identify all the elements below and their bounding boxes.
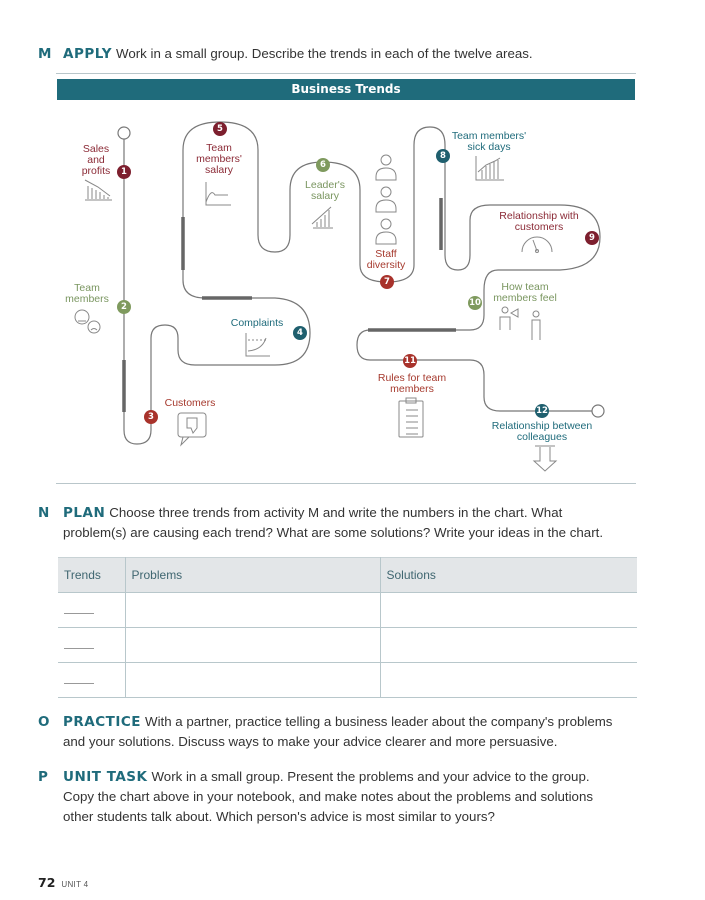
header-problems: Problems (125, 558, 380, 593)
down-arrow-icon (534, 446, 556, 471)
activity-instructions-line1: With a partner, practice telling a business leader about the company's problems (145, 714, 613, 729)
problems-cell[interactable] (125, 628, 380, 663)
label-team-members: Team members (65, 282, 109, 305)
solutions-cell[interactable] (380, 663, 637, 698)
solutions-cell[interactable] (380, 628, 637, 663)
falling-bar-chart-icon (85, 180, 112, 200)
activity-label: PLAN (63, 505, 106, 521)
activity-instructions-line1: Work in a small group. Present the problems and your advice to the group. (151, 769, 590, 784)
label-sales-and-profits: Sales and profits (81, 143, 111, 177)
badge-5: 5 (213, 122, 227, 136)
badge-4: 4 (293, 326, 307, 340)
label-relationship-between-colleagues: Relationship between colleagues (491, 420, 593, 443)
activity-o (38, 712, 668, 752)
divider (56, 483, 636, 484)
label-rules-for-team-members: Rules for team members (377, 372, 447, 395)
label-staff-diversity: Staff diversity (366, 248, 406, 271)
solutions-cell[interactable] (380, 593, 637, 628)
table-row (58, 628, 637, 663)
badge-1: 1 (117, 165, 131, 179)
label-customers: Customers (164, 397, 216, 409)
page-footer (38, 875, 88, 890)
trend-cell[interactable] (58, 593, 125, 628)
badge-9: 9 (585, 231, 599, 245)
problems-cell[interactable] (125, 663, 380, 698)
table-header-row (58, 558, 637, 593)
activity-instructions-line2: problem(s) are causing each trend? What are some solutions? Write your ideas in the chart. (63, 525, 604, 540)
activity-letter: M (38, 46, 52, 62)
header-solutions: Solutions (380, 558, 637, 593)
flat-line-graph-icon (206, 182, 231, 205)
activity-instructions: Work in a small group. Describe the trends in each of the twelve areas. (116, 46, 533, 61)
checklist-clipboard-icon (399, 398, 423, 437)
speedometer-low-icon (522, 237, 552, 253)
badge-12: 12 (536, 406, 548, 416)
diagram-title: Business Trends (57, 79, 635, 100)
label-leaders-salary: Leader's salary (305, 179, 345, 202)
activity-letter: N (38, 505, 50, 521)
badge-2: 2 (117, 300, 131, 314)
label-team-members-sick-days: Team members' sick days (451, 130, 527, 153)
badge-10: 10 (469, 298, 481, 308)
label-complaints: Complaints (230, 317, 284, 329)
badge-11: 11 (404, 356, 416, 366)
badge-6: 6 (316, 158, 330, 172)
label-relationship-with-customers: Relationship with customers (499, 210, 579, 233)
badge-7: 7 (380, 275, 394, 289)
activity-p (38, 767, 668, 827)
activity-label: APPLY (63, 46, 113, 62)
activity-letter: O (38, 714, 50, 730)
activity-instructions-line3: other students talk about. Which person's advice is most similar to yours? (63, 809, 495, 824)
badge-3: 3 (144, 410, 158, 424)
plan-table (58, 557, 637, 698)
problems-cell[interactable] (125, 593, 380, 628)
thumbs-down-speech-bubble-icon (178, 413, 206, 445)
unit-label: UNIT 4 (61, 880, 89, 889)
header-trends: Trends (58, 558, 125, 593)
rising-curve-graph-icon (246, 333, 270, 356)
activity-letter: P (38, 769, 48, 785)
rising-line-bar-chart-icon (476, 156, 504, 180)
identical-businessmen-icon (376, 155, 396, 244)
trend-blank[interactable] (64, 683, 94, 684)
activity-instructions-line1: Choose three trends from activity M and write the numbers in the chart. What (109, 505, 563, 520)
megaphone-shouting-icon (500, 307, 540, 340)
trend-cell[interactable] (58, 628, 125, 663)
table-row (58, 663, 637, 698)
activity-label: UNIT TASK (63, 769, 148, 785)
activity-instructions-line2: and your solutions. Discuss ways to make your advice clearer and more persuasive. (63, 734, 558, 749)
table-row (58, 593, 637, 628)
trend-blank[interactable] (64, 613, 94, 614)
unhappy-faces-icon (75, 310, 100, 333)
rising-bar-chart-icon (312, 207, 333, 228)
activity-label: PRACTICE (63, 714, 142, 730)
activity-instructions-line2: Copy the chart above in your notebook, and make notes about the problems and solutions (63, 789, 593, 804)
badge-8: 8 (436, 149, 450, 163)
activity-n (38, 503, 668, 543)
label-team-members-salary: Team members' salary (196, 142, 242, 176)
page-number: 72 (38, 875, 56, 890)
label-how-team-members-feel: How team members feel (493, 281, 557, 304)
trend-cell[interactable] (58, 663, 125, 698)
trend-blank[interactable] (64, 648, 94, 649)
